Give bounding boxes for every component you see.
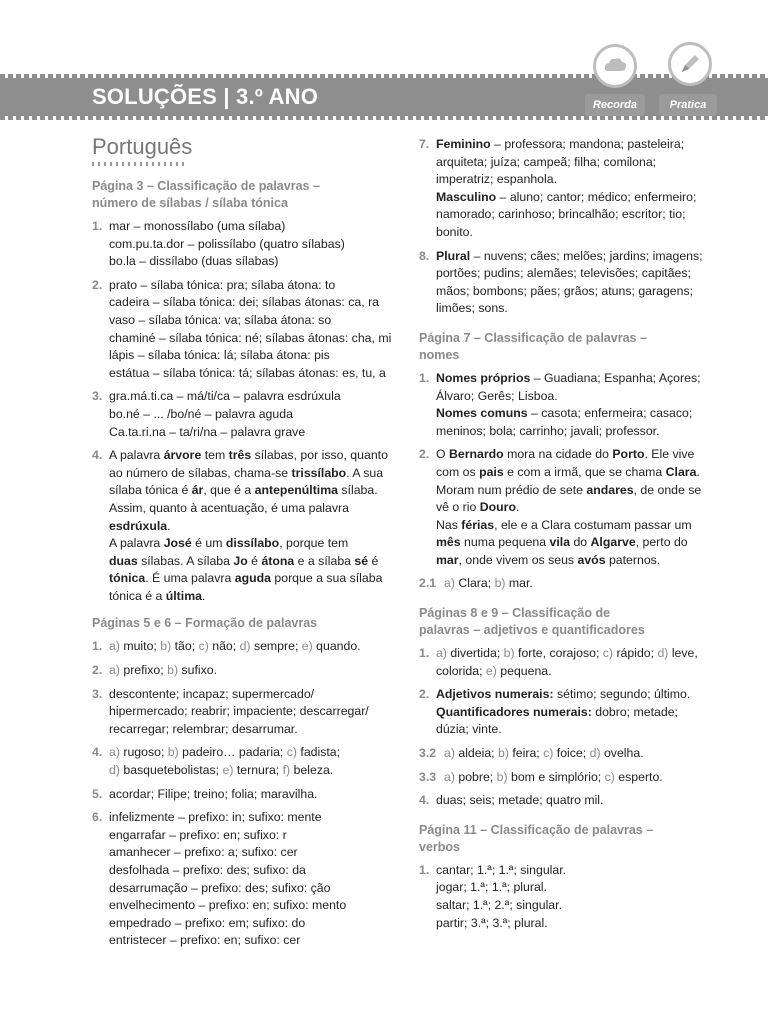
item-number: 3.3 (419, 769, 437, 784)
answer-item (92, 447, 397, 605)
section-title-pagina-7 (419, 330, 719, 364)
item-number: 5. (92, 786, 103, 801)
answer-line: Moram num prédio de sete andares, de onde se (436, 482, 702, 497)
section-title-line: Página 7 – Classificação de palavras – (419, 330, 647, 345)
section-title-pagina-11 (419, 822, 719, 856)
item-number: 1. (419, 370, 430, 385)
cloud-icon (593, 44, 637, 88)
section-title-line: verbos (419, 839, 460, 854)
answer-line: desarrumação – prefixo: des; sufixo: ção (109, 880, 331, 895)
header-band (0, 74, 768, 120)
answer-line: cadeira – sílaba tónica: dei; sílabas átonas: ca, ra (109, 295, 380, 310)
answer-item (419, 686, 719, 739)
item-number: 2. (419, 687, 430, 702)
section-title-line: nomes (419, 347, 460, 362)
answer-item (419, 645, 719, 680)
answer-line: namorado; carinhoso; brincalhão; escritor; tio; (436, 207, 686, 222)
answer-line: hipermercado; reabrir; impaciente; descarregar/ (109, 704, 369, 719)
subject-title: Português (92, 134, 193, 159)
answer-line: Quantificadores numerais: dobro; metade; (436, 704, 678, 719)
answer-line: desfolhada – prefixo: des; sufixo: da (109, 863, 306, 877)
answer-line: A palavra José é um dissílabo, porque tem (109, 536, 349, 551)
item-number: 2. (92, 277, 103, 292)
answer-line: vaso – sílaba tónica: va; sílaba átona: so (109, 312, 332, 327)
answer-line: infelizmente – prefixo: in; sufixo: mente (109, 810, 322, 825)
item-number: 3. (92, 389, 103, 404)
section-title-paginas-8-9 (419, 605, 719, 639)
item-number: 2. (92, 663, 103, 678)
answer-item (92, 388, 397, 441)
answer-line: a) aldeia; b) feira; c) foice; d) ovelha. (444, 746, 644, 761)
answer-line: descontente; incapaz; supermercado/ (109, 686, 315, 701)
answer-line: mar – monossílabo (uma sílaba) (109, 219, 286, 233)
answer-line: com os pais e com a irmã, que se chama Clara. (436, 464, 700, 479)
answer-line: tónica é a última. (109, 588, 206, 603)
answer-line: mãos; bombons; pães; grãos; atuns; garagens; (436, 283, 694, 298)
answer-item (92, 638, 397, 656)
answer-item (419, 248, 719, 318)
answer-line: limões; sons. (436, 301, 508, 316)
section-title-line: número de sílabas / sílaba tónica (92, 196, 288, 210)
answer-line: sílaba tónica é ár, que é a antepenúltima sílaba. (109, 483, 378, 498)
answer-line: recarregar; relembrar; desarrumar. (109, 721, 298, 736)
answer-line: amanhecer – prefixo: a; sufixo: cer (109, 845, 298, 860)
answer-item (92, 786, 397, 804)
answer-line: a) Clara; b) mar. (444, 576, 533, 591)
left-column (92, 134, 397, 956)
item-number: 8. (419, 248, 430, 263)
item-number: 1. (92, 219, 103, 233)
answer-line: Nomes comuns – casota; enfermeira; casaco; (436, 406, 693, 421)
answer-line: chaminé – sílaba tónica: né; sílabas átonas: cha, mi (109, 330, 392, 345)
answer-line: entristecer – prefixo: en; sufixo: cer (109, 933, 301, 948)
answer-line: colorida; e) pequena. (436, 663, 552, 678)
item-number: 4. (92, 745, 103, 760)
answer-line: Adjetivos numerais: sétimo; segundo; último. (436, 687, 691, 702)
item-number: 3.2 (419, 746, 437, 761)
answer-line: meninos; bola; carrinho; javali; professor. (436, 423, 660, 438)
answer-item (419, 136, 719, 242)
answer-line: lápis – sílaba tónica: lá; sílaba átona: pis (109, 348, 330, 363)
recorda-tag: Recorda (585, 94, 645, 116)
answer-line: bonito. (436, 224, 473, 239)
answer-line: envelhecimento – prefixo: en; sufixo: mento (109, 898, 347, 913)
item-number: 1. (419, 862, 430, 877)
answer-item (419, 575, 719, 593)
subject-underline (92, 162, 188, 166)
answer-line: d) basquetebolistas; e) ternura; f) beleza. (109, 763, 334, 778)
answer-line: arquiteta; juíza; campeã; filha; comilona; (436, 154, 657, 169)
answer-line: gra.má.ti.ca – má/ti/ca – palavra esdrúxula (109, 389, 341, 404)
item-number: 2.1 (419, 576, 437, 591)
answer-line: Álvaro; Gerês; Lisboa. (436, 388, 558, 403)
answer-line: a) divertida; b) forte, corajoso; c) rápido; d) leve, (436, 646, 698, 661)
answer-line: saltar; 1.ª; 2.ª; singular. (436, 898, 562, 912)
answer-item (419, 862, 719, 932)
answer-item (92, 809, 397, 950)
section-title-paginas-5-6 (92, 615, 397, 632)
answer-item (92, 218, 397, 271)
answer-item (419, 792, 719, 810)
item-number: 4. (92, 448, 103, 463)
answer-line: duas sílabas. A sílaba Jo é átona e a sílaba sé é (109, 553, 379, 568)
answer-item (92, 744, 397, 779)
right-column (419, 136, 719, 938)
answer-line: a) prefixo; b) sufixo. (109, 663, 218, 678)
answer-line: A palavra árvore tem três sílabas, por isso, quanto (109, 448, 388, 463)
answer-item (92, 686, 397, 739)
answer-line: mar, onde vivem os seus avós paternos. (436, 552, 661, 567)
item-number: 7. (419, 137, 430, 151)
item-number: 3. (92, 686, 103, 701)
answer-line: Assim, quanto à acentuação, é uma palavra (109, 500, 349, 515)
answer-line: esdrúxula. (109, 518, 171, 533)
answer-line: bo.la – dissílabo (duas sílabas) (109, 254, 279, 269)
section-title-line: Páginas 5 e 6 – Formação de palavras (92, 616, 318, 631)
answer-item (419, 745, 719, 763)
answer-line: a) pobre; b) bom e simplório; c) esperto. (444, 769, 663, 784)
answer-item (419, 769, 719, 787)
pencil-icon (668, 42, 712, 86)
answer-line: vê o rio Douro. (436, 500, 520, 515)
answer-line: O Bernardo mora na cidade do Porto. Ele vive (436, 447, 695, 462)
answer-line: Plural – nuvens; cães; melões; jardins; imagens; (436, 248, 703, 263)
section-title-line: Páginas 8 e 9 – Classificação de (419, 606, 611, 621)
answer-line: bo.né – ... /bo/né – palavra aguda (109, 406, 293, 421)
answer-line: duas; seis; metade; quatro mil. (436, 793, 604, 808)
answer-line: Masculino – aluno; cantor; médico; enfermeiro; (436, 189, 697, 204)
answer-line: Ca.ta.ri.na – ta/ri/na – palavra grave (109, 424, 306, 439)
item-number: 6. (92, 810, 103, 825)
section-title-pagina-3 (92, 178, 397, 212)
answer-line: a) rugoso; b) padeiro… padaria; c) fadista; (109, 745, 341, 760)
answer-line: dúzia; vinte. (436, 722, 502, 737)
answer-line: a) muito; b) tão; c) não; d) sempre; e) quando. (109, 639, 361, 654)
answer-line: partir; 3.ª; 3.ª; plural. (436, 915, 548, 930)
answer-line: cantar; 1.ª; 1.ª; singular. (436, 862, 567, 877)
item-number: 1. (92, 639, 103, 654)
answer-item (419, 446, 719, 569)
answer-item (92, 277, 397, 383)
answer-line: Nomes próprios – Guadiana; Espanha; Açores; (436, 370, 701, 385)
answer-line: estátua – sílaba tónica: tá; sílabas átonas: es, tu, a (109, 365, 386, 380)
answer-line: tónica. É uma palavra aguda porque a sua sílaba (109, 571, 383, 586)
answer-item (92, 662, 397, 680)
answer-line: jogar; 1.ª; 1.ª; plural. (436, 880, 547, 895)
page-title: SOLUÇÕES | 3.º ANO (92, 84, 319, 109)
item-number: 2. (419, 447, 430, 462)
answer-line: ao número de sílabas, chama-se trissílabo. A sua (109, 465, 384, 480)
item-number: 4. (419, 793, 430, 808)
item-number: 1. (419, 646, 430, 661)
answer-line: Nas férias, ele e a Clara costumam passar um (436, 517, 692, 532)
answer-line: prato – sílaba tónica: pra; sílaba átona: to (109, 277, 336, 292)
answer-line: Feminino – professora; mandona; pasteleira; (436, 137, 685, 151)
pratica-tag: Pratica (659, 94, 717, 116)
section-title-line: Página 3 – Classificação de palavras – (92, 179, 320, 193)
answer-line: empedrado – prefixo: em; sufixo: do (109, 915, 306, 930)
answer-line: mês numa pequena vila do Algarve, perto do (436, 535, 688, 550)
answer-item (419, 370, 719, 440)
section-title-line: palavras – adjetivos e quantificadores (419, 623, 645, 638)
section-title-line: Página 11 – Classificação de palavras – (419, 822, 654, 837)
answer-line: imperatriz; espanhola. (436, 172, 557, 187)
answer-line: acordar; Filipe; treino; folia; maravilha. (109, 786, 318, 801)
header-dashed-border-bottom (0, 116, 768, 120)
answer-line: com.pu.ta.dor – polissílabo (quatro sílabas) (109, 236, 345, 251)
answer-line: portões; pudins; alemães; televisões; capitães; (436, 266, 691, 281)
answer-line: engarrafar – prefixo: en; sufixo: r (109, 827, 287, 842)
